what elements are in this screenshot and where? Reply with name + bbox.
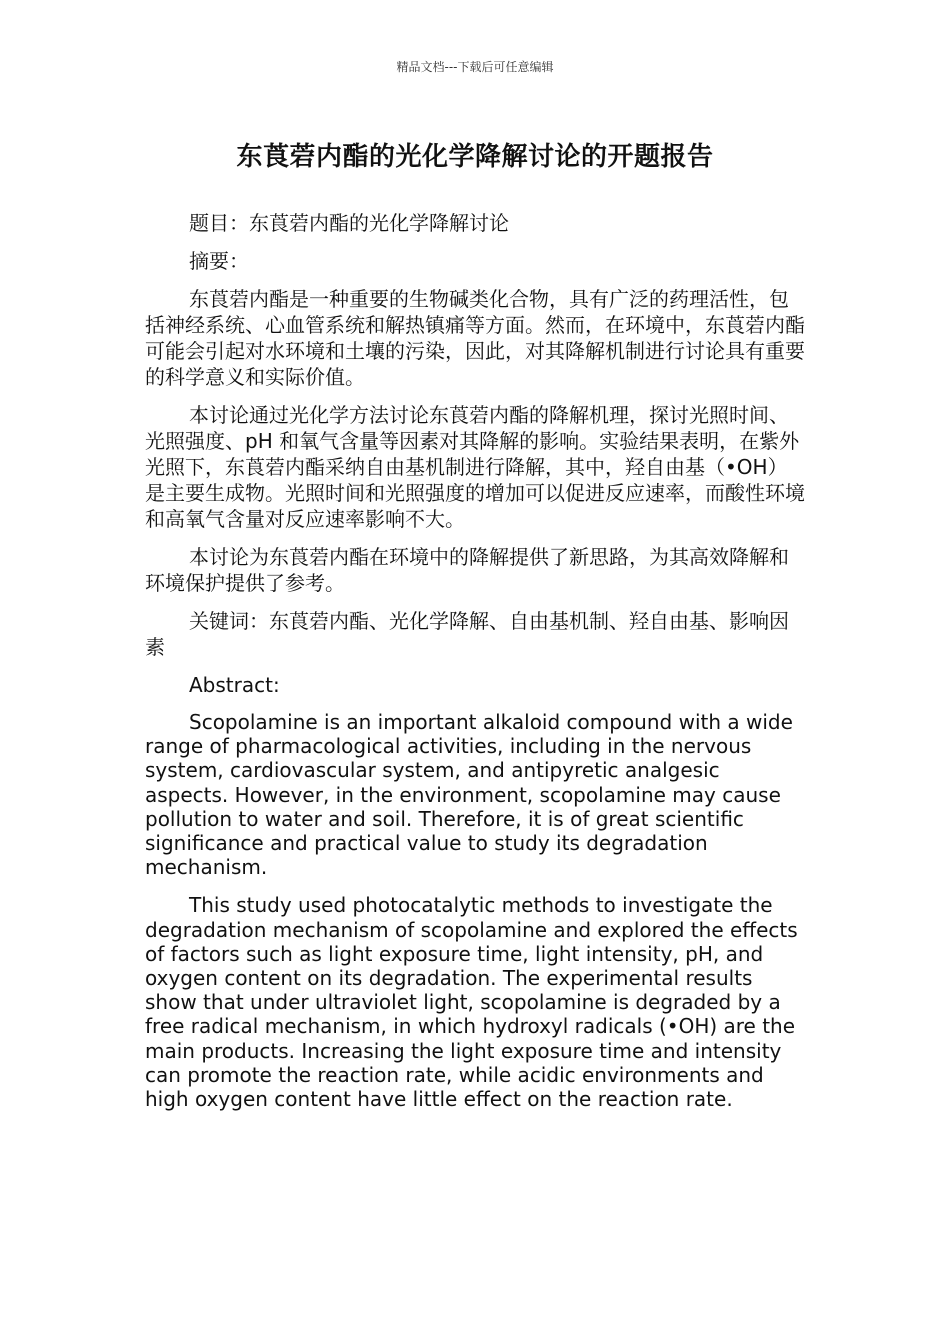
abstract-paragraph-en-2: This study used photocatalytic methods to investigate the degradation mechanism of scopolamine and explored the effects of factors such as light exposure time, light intensity, pH, and oxygen content on its degradation. The experimental results show that under ultraviolet light, scopolamine is degraded by a free radical mechanism, in which hydroxyl radicals (•OH) are the main products. Increasing the light exposure time and intensity can promote the reaction rate, while acidic environments and high oxygen content have little effect on the reaction rate.	[145, 893, 798, 1112]
abstract-paragraph-en-1: Scopolamine is an important alkaloid compound with a wide range of pharmacological activities, including in the nervous system, cardiovascular system, and antipyretic analgesic aspects. However, in the environment, scopolamine may cause pollution to water and soil. Therefore, it is of great scientific significance and practical value to study its degradation mechanism.	[145, 710, 793, 880]
abstract-label-cn: 摘要：	[189, 249, 249, 273]
abstract-paragraph-cn-3: 本讨论为东莨菪内酯在环境中的降解提供了新思路，为其高效降解和环境保护提供了参考。	[145, 545, 789, 595]
abstract-paragraph-cn-1: 东莨菪内酯是一种重要的生物碱类化合物，具有广泛的药理活性，包括神经系统、心血管系统和解热镇痛等方面。然而，在环境中，东莨菪内酯可能会引起对水环境和土壤的污染，因此，对其降解机制进行讨论具有重要的科学意义和实际价值。	[145, 287, 805, 389]
document-body	[145, 210, 805, 1125]
header-note: 精品文档---下载后可任意编辑	[396, 60, 554, 74]
abstract-paragraph-cn-2: 本讨论通过光化学方法讨论东莨菪内酯的降解机理，探讨光照时间、光照强度、pH 和氧气含量等因素对其降解的影响。实验结果表明，在紫外光照下，东莨菪内酯采纳自由基机制进行降解，其中，羟自由基（•OH）是主要生成物。光照时间和光照强度的增加可以促进反应速率，而酸性环境和高氧气含量对反应速率影响不大。	[145, 403, 805, 531]
abstract-label-en: Abstract:	[189, 673, 280, 697]
subject-line: 题目：东莨菪内酯的光化学降解讨论	[189, 211, 509, 235]
document-title: 东莨菪内酯的光化学降解讨论的开题报告	[236, 142, 714, 172]
keywords-line: 关键词：东莨菪内酯、光化学降解、自由基机制、羟自由基、影响因素	[145, 609, 789, 659]
